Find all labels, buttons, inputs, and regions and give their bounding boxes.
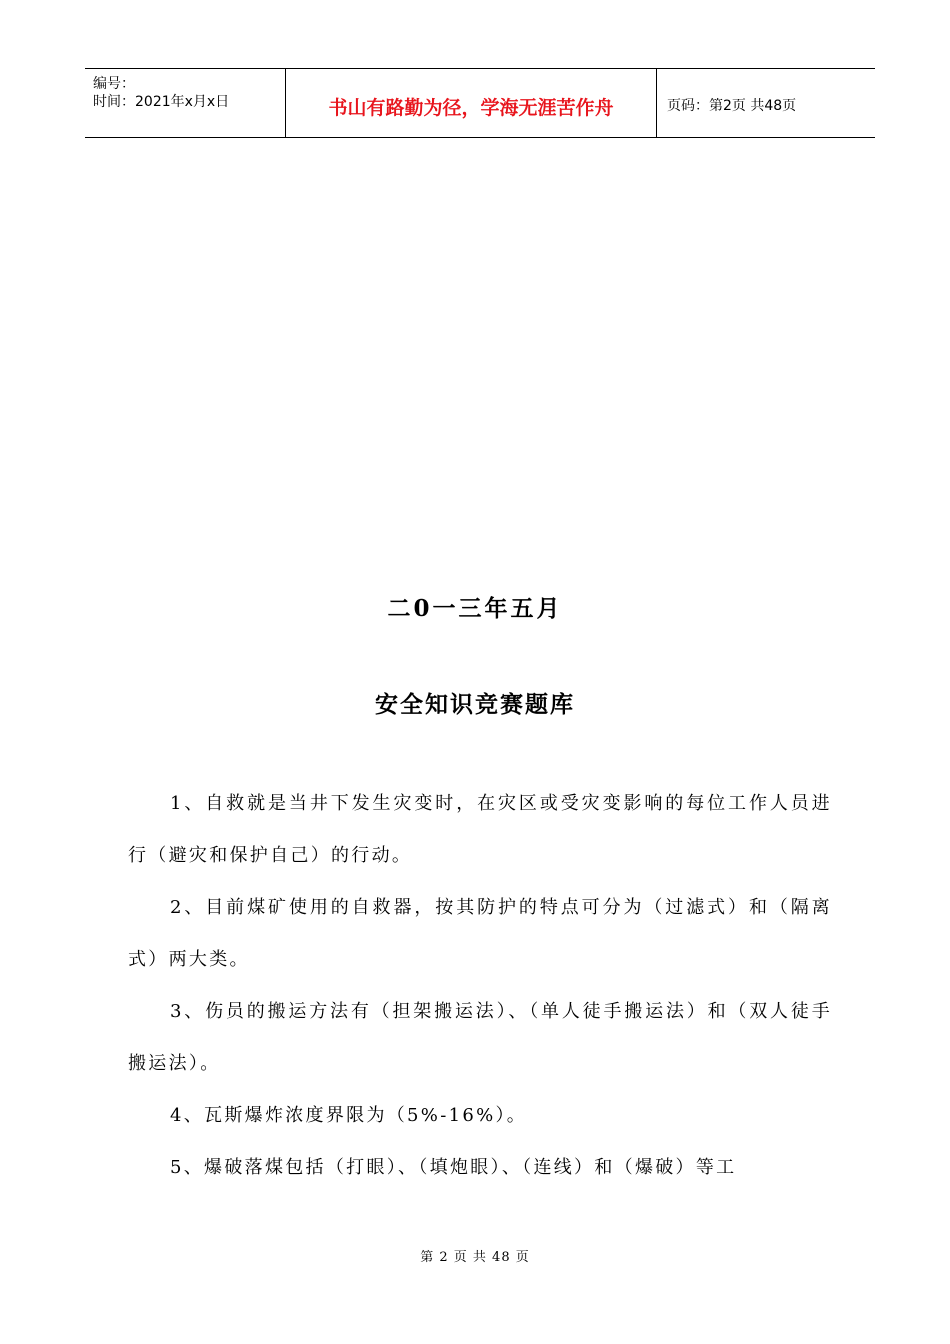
header-middle-cell bbox=[285, 69, 657, 137]
document-title: 安全知识竞赛题库 bbox=[375, 691, 575, 718]
question-paragraph-3: 3、伤员的搬运方法有（担架搬运法）、（单人徒手搬运法）和（双人徒手搬运法）。 bbox=[128, 1001, 832, 1074]
header-motto: 书山有路勤为径，学海无涯苦作舟 bbox=[328, 97, 614, 119]
header-right-cell bbox=[657, 69, 875, 137]
time-label: 时间：2021年x月x日 bbox=[93, 94, 230, 110]
header-left-cell bbox=[85, 69, 285, 137]
number-label: 编号： bbox=[93, 76, 135, 92]
question-paragraph-5: 5、爆破落煤包括（打眼）、（填炮眼）、（连线）和（爆破）等工 bbox=[170, 1157, 737, 1178]
question-paragraph-2: 2、目前煤矿使用的自救器，按其防护的特点可分为（过滤式）和（隔离式）两大类。 bbox=[128, 897, 832, 970]
page-header bbox=[85, 68, 875, 138]
header-page-info: 页码：第2页 共48页 bbox=[667, 98, 797, 114]
question-paragraph-4: 4、瓦斯爆炸浓度界限为（5%-16%）。 bbox=[170, 1105, 528, 1126]
question-paragraph-1: 1、自救就是当井下发生灾变时，在灾区或受灾变影响的每位工作人员进行（避灾和保护自己）的行动。 bbox=[128, 793, 832, 866]
question-list bbox=[128, 778, 832, 1194]
page-footer: 第 2 页 共 48 页 bbox=[420, 1250, 530, 1265]
date-line: 二0一三年五月 bbox=[387, 595, 563, 622]
